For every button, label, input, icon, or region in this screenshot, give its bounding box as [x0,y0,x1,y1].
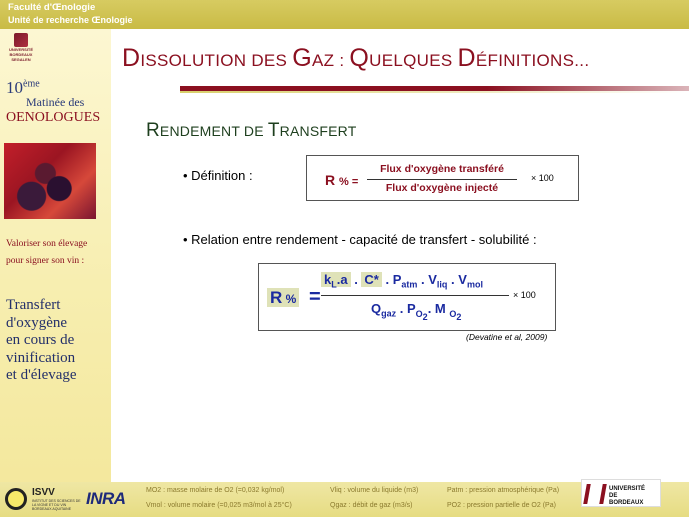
event-name: OENOLOGUES [6,110,101,125]
slide-title: DISSOLUTION DES GAZ : QUELQUES DÉFINITIONS... [122,44,590,72]
isvv-icon [5,488,27,510]
legend-mo2: MO2 : masse molaire de O2 (=0,032 kg/mol) [146,487,285,494]
formula-denominator: Flux d'oxygène injecté [385,182,499,194]
legend-patm: Patm : pression atmosphérique (Pa) [447,487,560,494]
unit-name: Unité de recherche Œnologie [8,15,133,25]
formula-relation [258,263,556,331]
isvv-logo: ISVV INSTITUT DES SCIENCES DE LA VIGNE ET DU VIN BORDEAUX AQUITAINE [5,486,85,512]
slogan-line-1: Valoriser son élevage [6,239,88,249]
legend-qgaz: Qgaz : débit de gaz (m3/s) [330,502,413,509]
formula2-numerator: $k_L.a$ . C* . $P_{atm}$ . $V_{liq}$ . $V_{mol}$ [321,272,511,290]
formula2-r: R % [267,288,299,308]
universite-bordeaux-logo: UNIVERSITÉ DE BORDEAUX [581,479,661,507]
topic-line-3: en cours de [6,332,75,348]
title-underline-accent [180,91,689,93]
topic-line-5: et d'élevage [6,367,77,383]
fraction-bar [367,179,517,180]
section-title: RENDEMENT DE TRANSFERT [146,120,357,141]
formula2-equals: = [309,286,321,308]
university-logo [5,33,37,69]
header-bar [0,0,689,29]
formula-numerator: Flux d'oxygène transféré [380,163,504,175]
legend-vliq: Vliq : volume du liquide (m3) [330,487,419,494]
bullet-definition: • Définition : [183,168,253,183]
formula2-multiplier: × 100 [513,290,536,300]
formula-multiplier: × 100 [531,173,554,183]
formula-r: R % = [325,172,359,188]
topic-line-2: d'oxygène [6,314,68,331]
event-title [6,78,111,126]
topic-line-1: Transfert [6,297,61,313]
ub-mark-icon [583,484,607,504]
inra-logo: INRA [86,489,126,508]
formula-definition [306,155,579,201]
legend-po2: PO2 : pression partielle de O2 (Pa) [447,502,556,509]
topic [6,297,77,385]
grapes-image [4,143,96,219]
legend-vmol: Vmol : volume molaire (=0,025 m3/mol à 25°C) [146,502,292,509]
slogan-line-2: pour signer son vin : [6,256,85,266]
event-number-sup: ème [23,78,40,90]
topic-line-4: vinification [6,349,76,366]
crest-icon [14,33,28,47]
event-number: 10 [6,78,23,97]
faculty-name: Faculté d'Œnologie [8,2,96,13]
reference: (Devatine et al, 2009) [466,332,548,342]
fraction-bar-2 [321,295,509,296]
bullet-relation: • Relation entre rendement - capacité de transfert - solubilité : [183,232,537,247]
logo-text-1: UNIVERSITÉ [8,47,33,52]
logo-text-2: BORDEAUX [9,52,33,57]
logo-text-3: SEGALEN [11,57,31,62]
slogan [6,236,87,270]
formula2-denominator: $Q_{gaz}$ . $P_{O_2}$. M $_{O_2}$ [371,301,462,322]
event-subtitle: Matinée des [26,95,85,109]
